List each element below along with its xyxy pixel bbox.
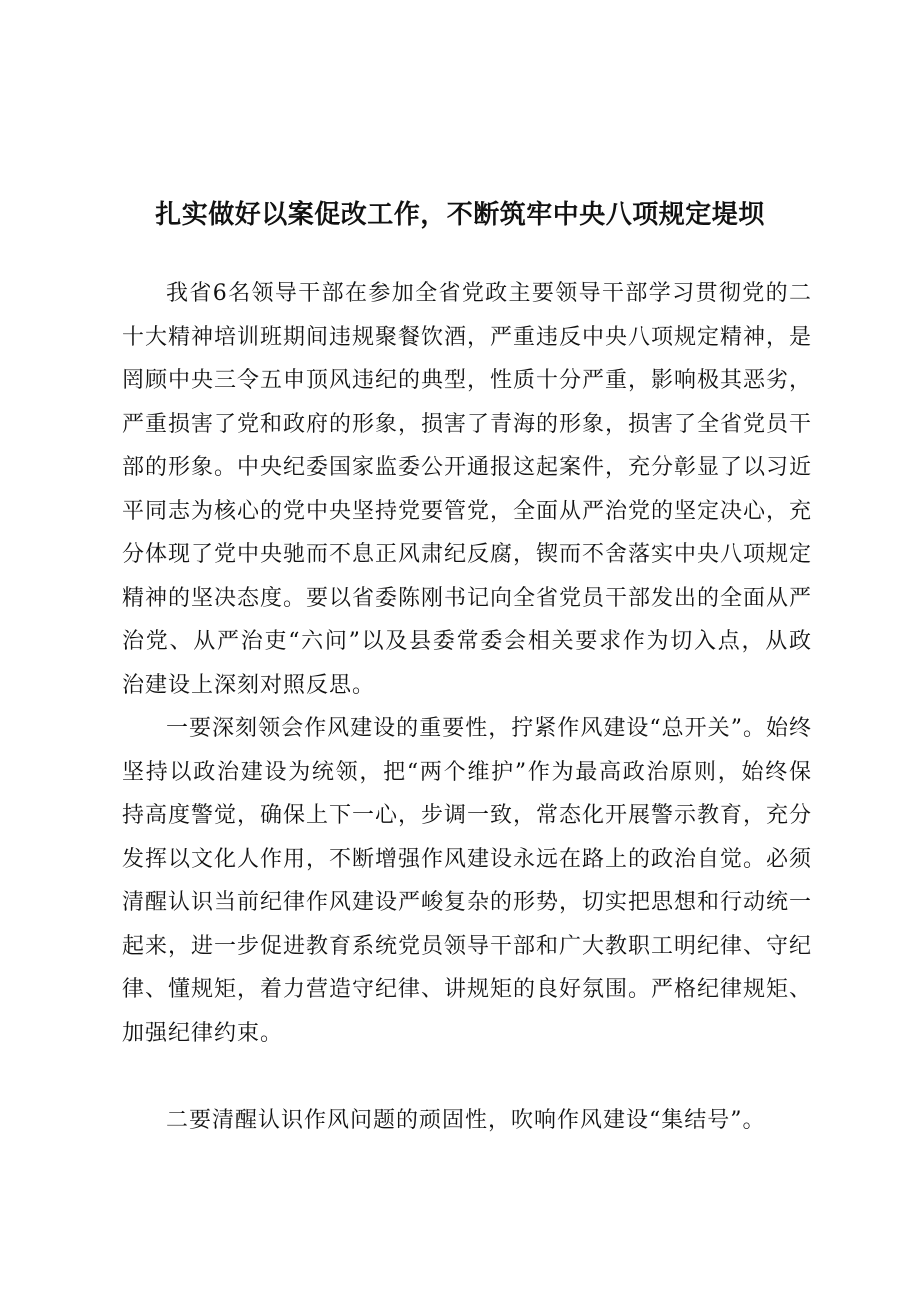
body-paragraph-3: 二要清醒认识作风问题的顽固性，吹响作风建设“集结号”。 [166,1108,766,1133]
document-body [122,272,812,1143]
document-title: 扎实做好以案促改工作，不断筑牢中央八项规定堤坝 [155,200,765,231]
body-paragraph-2: 一要深刻领会作风建设的重要性，拧紧作风建设“总开关”。始终坚持以政治建设为统领，把“两个维护”作为最高政治原则，始终保持高度警觉，确保上下一心，步调一致，常态化开展警示教育，充分发挥以文化人作用，不断增强作风建设永远在路上的政治自觉。必须清醒认识当前纪律作风建设严峻复杂的形势，切实把思想和行动统一起来，进一步促进教育系统党员领导干部和广大教职工明纪律、守纪律、懂规矩，着力营造守纪律、讲规矩的良好氛围。严格纪律规矩、加强纪律约束。 [122,716,813,1046]
body-paragraph-1: 我省6名领导干部在参加全省党政主要领导干部学习贯彻党的二十大精神培训班期间违规聚餐饮酒，严重违反中央八项规定精神，是罔顾中央三令五申顶风违纪的典型，性质十分严重，影响极其恶劣，严重损害了党和政府的形象，损害了青海的形象，损害了全省党员干部的形象。中央纪委国家监委公开通报这起案件，充分彰显了以习近平同志为核心的党中央坚持党要管党，全面从严治党的坚定决心，充分体现了党中央驰而不息正风肃纪反腐，锲而不舍落实中央八项规定精神的坚决态度。要以省委陈刚书记向全省党员干部发出的全面从严治党、从严治吏“六问”以及县委常委会相关要求作为切入点，从政治建设上深刻对照反思。 [122,281,813,698]
